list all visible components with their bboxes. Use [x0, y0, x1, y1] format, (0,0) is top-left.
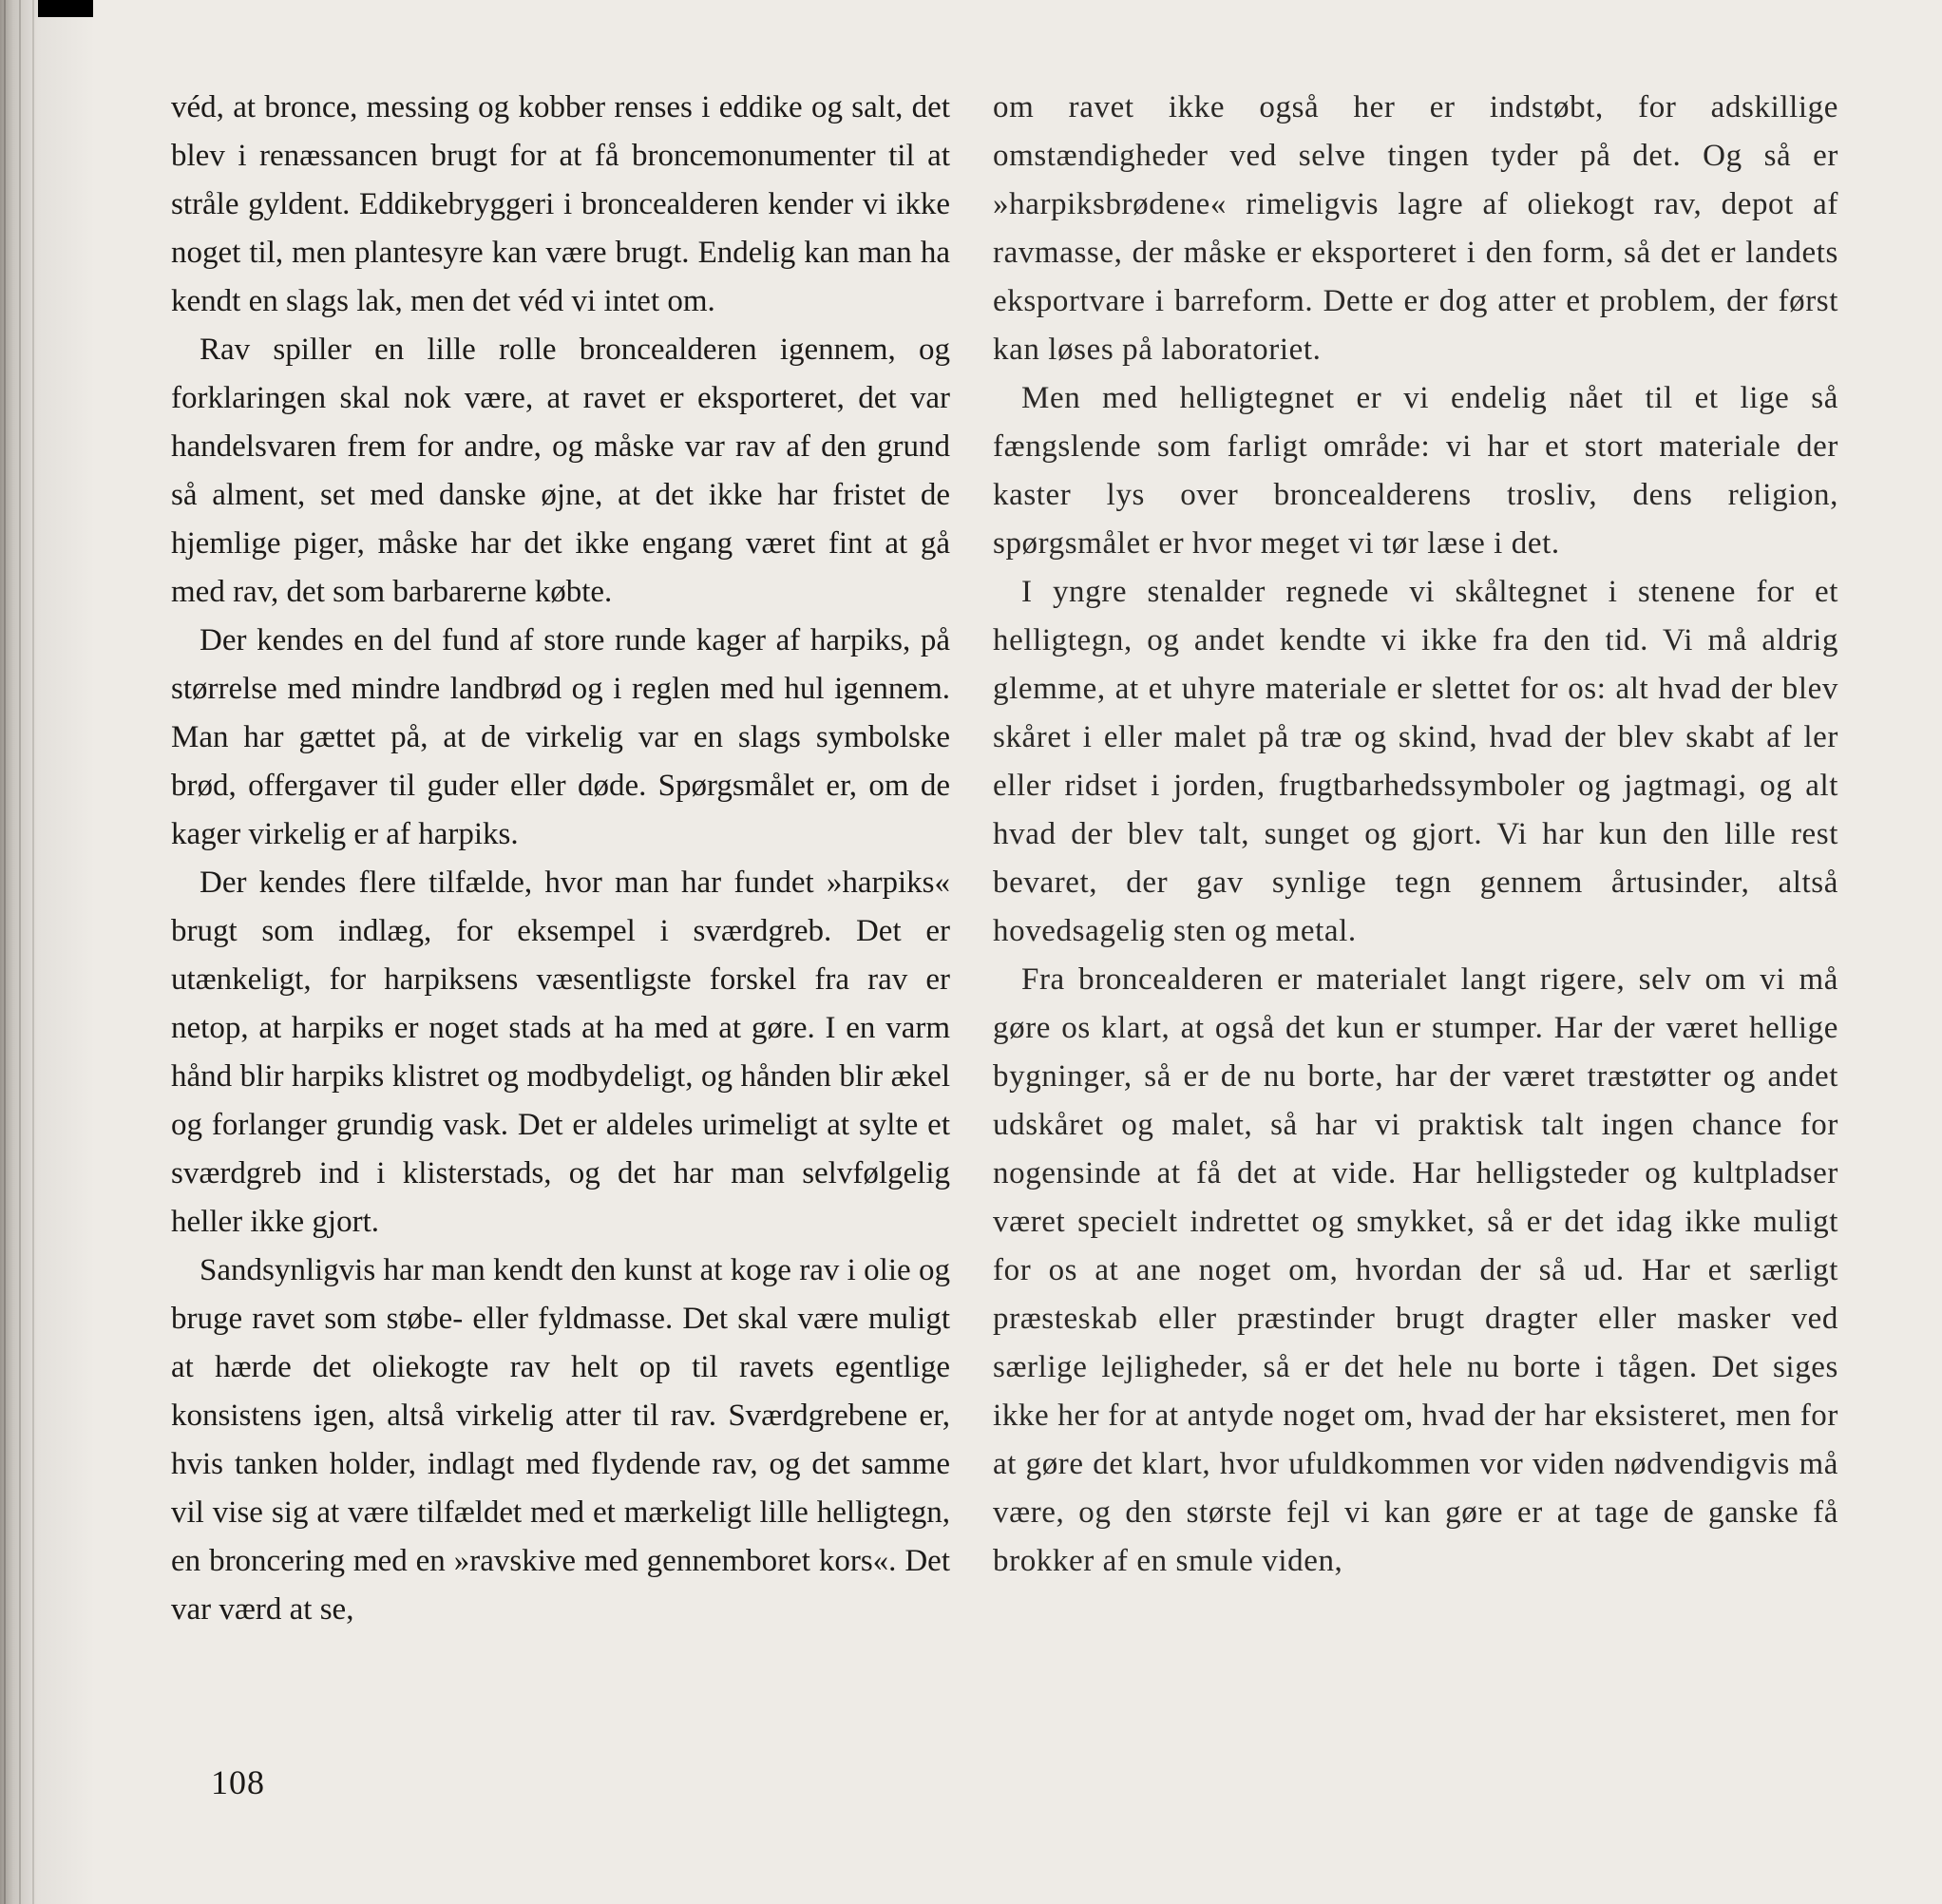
binding-line — [32, 0, 34, 1904]
paragraph: Fra broncealderen er materialet langt rigere, selv om vi må gøre os klart, at også det kun er stumper. Har der været hellige bygninger, så er de nu borte, har der været træstøtter og andet udskåret og malet, så har vi praktisk talt ingen chance for nogensinde at få det at vide. Har helligsteder og kultpladser været specielt indrettet og smykket, så er det idag ikke muligt for os at ane noget om, hvordan der så ud. Har et særligt præsteskab eller præstinder brugt dragter eller masker ved særlige lejligheder, så er det hele nu borte i tågen. Det siges ikke her for at antyde noget om, hvad der har eksisteret, men for at gøre det klart, hvor ufuldkommen vor viden nødvendigvis må være, og den største fejl vi kan gøre er at tage de ganske få brokker af en smule viden, — [993, 962, 1838, 1578]
binding-line — [19, 0, 21, 1904]
paragraph: Rav spiller en lille rolle broncealderen igennem, og forklaringen skal nok være, at ravet er eksporteret, det var handelsvaren frem for andre, og måske var rav af den grund så alment, set med danske øjne, at det ikke har fristet de hjemlige piger, måske har det ikke engang været fint at gå med rav, det som barbarerne købte. — [171, 333, 950, 609]
paragraph: Der kendes en del fund af store runde kager af harpiks, på størrelse med mindre landbrød og i reglen med hul igennem. Man har gættet på, at de virkelig var en slags symbolske brød, offergaver til guder eller døde. Spørgsmålet er, om de kager virkelig er af harpiks. — [171, 623, 950, 851]
paragraph: Sandsynligvis har man kendt den kunst at koge rav i olie og bruge ravet som støbe- eller fyldmasse. Det skal være muligt at hærde det oliekogte rav helt op til ravets egentlige konsistens igen, altså virkelig atter til rav. Sværdgrebene er, hvis tanken holder, indlagt med flydende rav, og det samme vil vise sig at være tilfældet med et mærkeligt lille helligtegn, en broncering med en »ravskive med gennemboret kors«. Det var værd at se, — [171, 1253, 950, 1627]
book-page — [95, 0, 1942, 1904]
paragraph: I yngre stenalder regnede vi skåltegnet i stenene for et helligtegn, og andet kendte vi ikke fra den tid. Vi må aldrig glemme, at et uhyre materiale er slettet for os: alt hvad der blev skåret i eller malet på træ og skind, hvad der blev skabt af ler eller ridset i jorden, frugtbarhedssymboler og jagtmagi, og alt hvad der blev talt, sunget og gjort. Vi har kun den lille rest bevaret, der gav synlige tegn gennem årtusinder, altså hovedsagelig sten og metal. — [993, 575, 1838, 948]
scan-corner-mark — [38, 0, 93, 17]
book-spine-shadow — [0, 0, 95, 1904]
paragraph: Men med helligtegnet er vi endelig nået til et lige så fængslende som farligt område: vi har et stort materiale der kaster lys over broncealderens trosliv, dens religion, spørgsmålet er hvor meget vi tør læse i det. — [993, 381, 1838, 561]
paragraph: Der kendes flere tilfælde, hvor man har fundet »harpiks« brugt som indlæg, for eksempel i sværdgreb. Det er utænkeligt, for harpiksens væsentligste forskel fra rav er netop, at harpiks er noget stads at ha med at gøre. I en varm hånd blir harpiks klistret og modbydeligt, og hånden blir ækel og forlanger grundig vask. Det er aldeles urimeligt at sylte et sværdgreb ind i klisterstads, og det har man selvfølgelig heller ikke gjort. — [171, 866, 950, 1239]
left-text-column — [171, 84, 950, 1634]
page-number: 108 — [211, 1763, 265, 1801]
paragraph: véd, at bronce, messing og kobber renses i eddike og salt, det blev i renæssancen brugt for at få broncemonumenter til at stråle gyldent. Eddikebryggeri i broncealderen kender vi ikke noget til, men plantesyre kan være brugt. Endelig kan man ha kendt en slags lak, men det véd vi intet om. — [171, 90, 950, 318]
paragraph: om ravet ikke også her er indstøbt, for adskillige omstændigheder ved selve tingen tyder på det. Og så er »harpiksbrødene« rimeligvis lagre af oliekogt rav, depot af ravmasse, der måske er eksporteret i den form, så det er landets eksportvare i barreform. Dette er dog atter et problem, der først kan løses på laboratoriet. — [993, 90, 1838, 367]
binding-line — [4, 0, 6, 1904]
right-text-column — [993, 84, 1838, 1586]
